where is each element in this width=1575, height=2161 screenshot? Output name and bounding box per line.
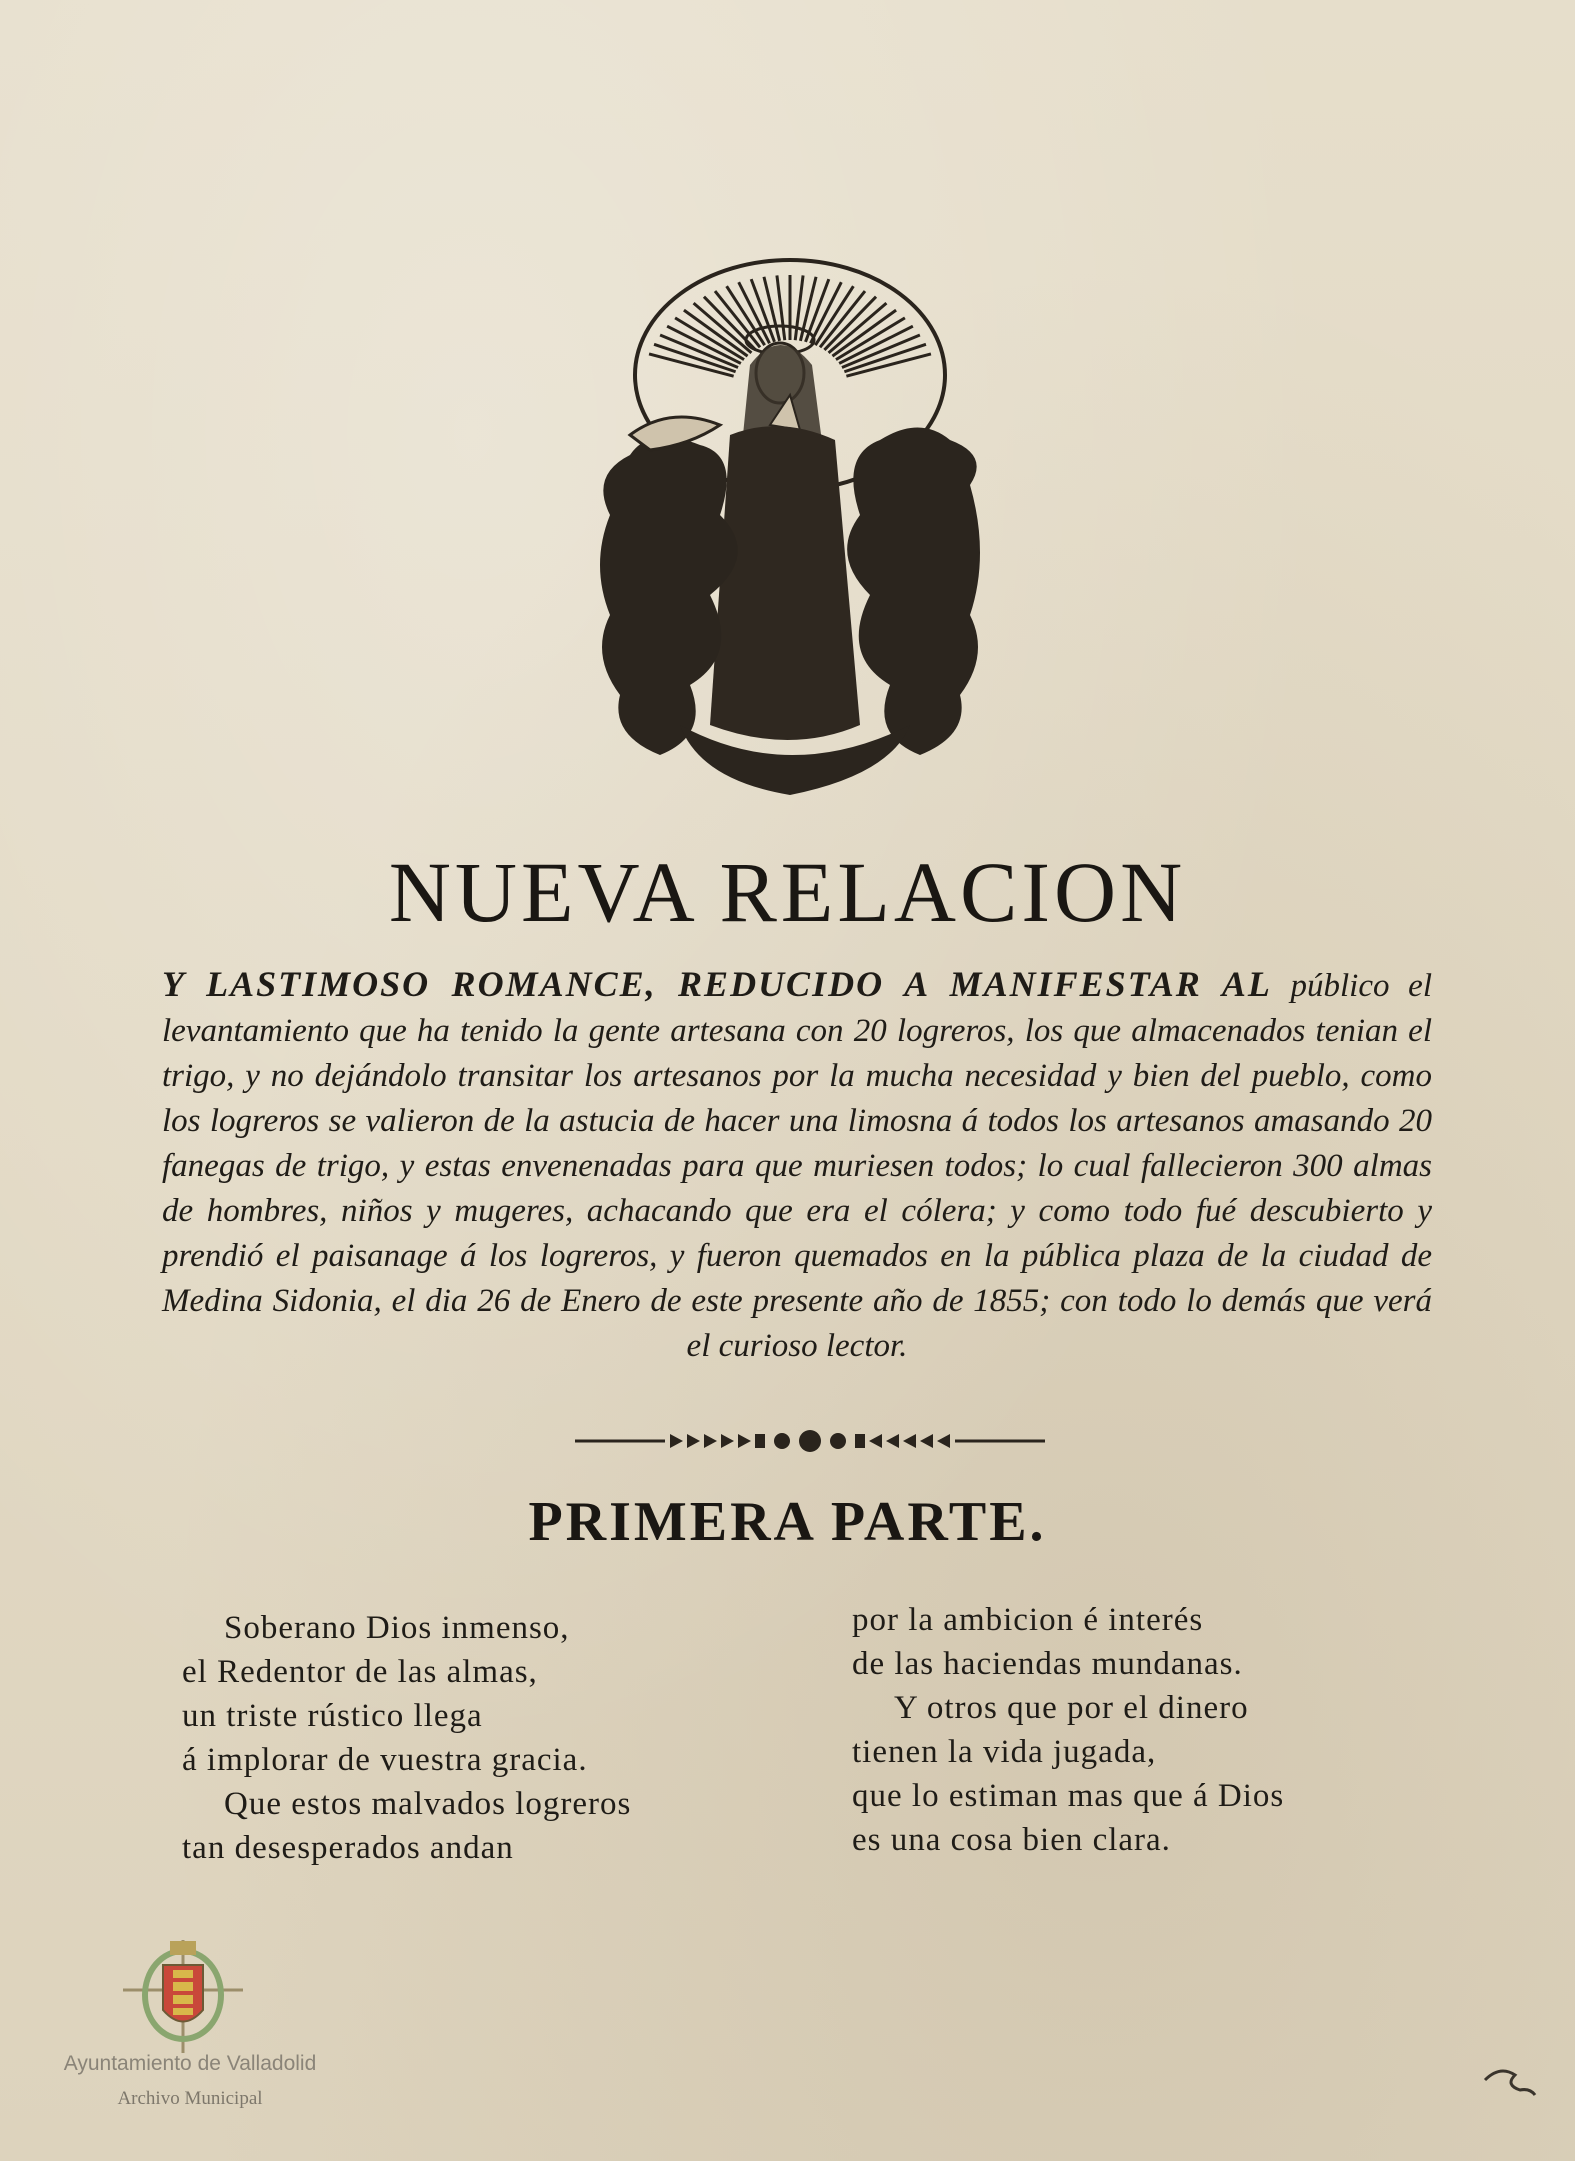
- archive-name: Archivo Municipal: [117, 2088, 263, 2109]
- verse-line: tan desesperados andan: [182, 1830, 514, 1866]
- verse-line: Soberano Dios inmenso,: [224, 1610, 570, 1646]
- verse-line: es una cosa bien clara.: [852, 1822, 1171, 1858]
- document-title: NUEVA RELACION: [388, 844, 1187, 940]
- subtitle-body: público el levantamiento que ha tenido la gente artesana con 20 logreros, los que almacenados tenian el trigo, y no dejándolo transitar los artesanos por la mucha necesidad y bien del pueblo, como los logreros se valieron de la astucia de hacer una limosna á todos los artesanos amasando 20 fanegas de trigo, y estas envenenadas para que muriesen todos; lo cual fallecieron 300 almas de hombres, niños y mugeres, achacando que era el cólera; y como todo fué descubierto y prendió el paisanage á los logreros, y fueron quemados en la pública plaza de la ciudad de Medina Sidonia, el dia 26 de Enero de este presente año de 1855; con todo lo demás que verá el curioso lector.: [162, 968, 1432, 1364]
- document-subtitle: [162, 962, 1432, 1369]
- verse-line: á implorar de vuestra gracia.: [182, 1742, 588, 1778]
- verse-line: Que estos malvados logreros: [224, 1786, 632, 1822]
- verse-line: que lo estiman mas que á Dios: [852, 1778, 1285, 1814]
- virgin-woodcut-icon: [590, 255, 990, 805]
- verse-line: Y otros que por el dinero: [894, 1690, 1249, 1726]
- verse-column-right: [852, 1598, 1412, 1862]
- verse-line: por la ambicion é interés: [852, 1602, 1204, 1638]
- organization-name: Ayuntamiento de Valladolid: [63, 2052, 317, 2075]
- part-heading: PRIMERA PARTE.: [528, 1491, 1047, 1553]
- verse-line: el Redentor de las almas,: [182, 1654, 538, 1690]
- verse-line: de las haciendas mundanas.: [852, 1646, 1243, 1682]
- verse-line: un triste rústico llega: [182, 1698, 483, 1734]
- handwritten-page-mark: [1480, 2060, 1540, 2100]
- ornamental-rule-icon: [575, 1426, 1045, 1456]
- verse-line: tienen la vida jugada,: [852, 1734, 1157, 1770]
- valladolid-coat-of-arms-icon: [118, 1935, 248, 2055]
- verse-column-left: [182, 1606, 722, 1870]
- subtitle-lead: Y LASTIMOSO ROMANCE, REDUCIDO A MANIFESTAR AL: [162, 964, 1272, 1004]
